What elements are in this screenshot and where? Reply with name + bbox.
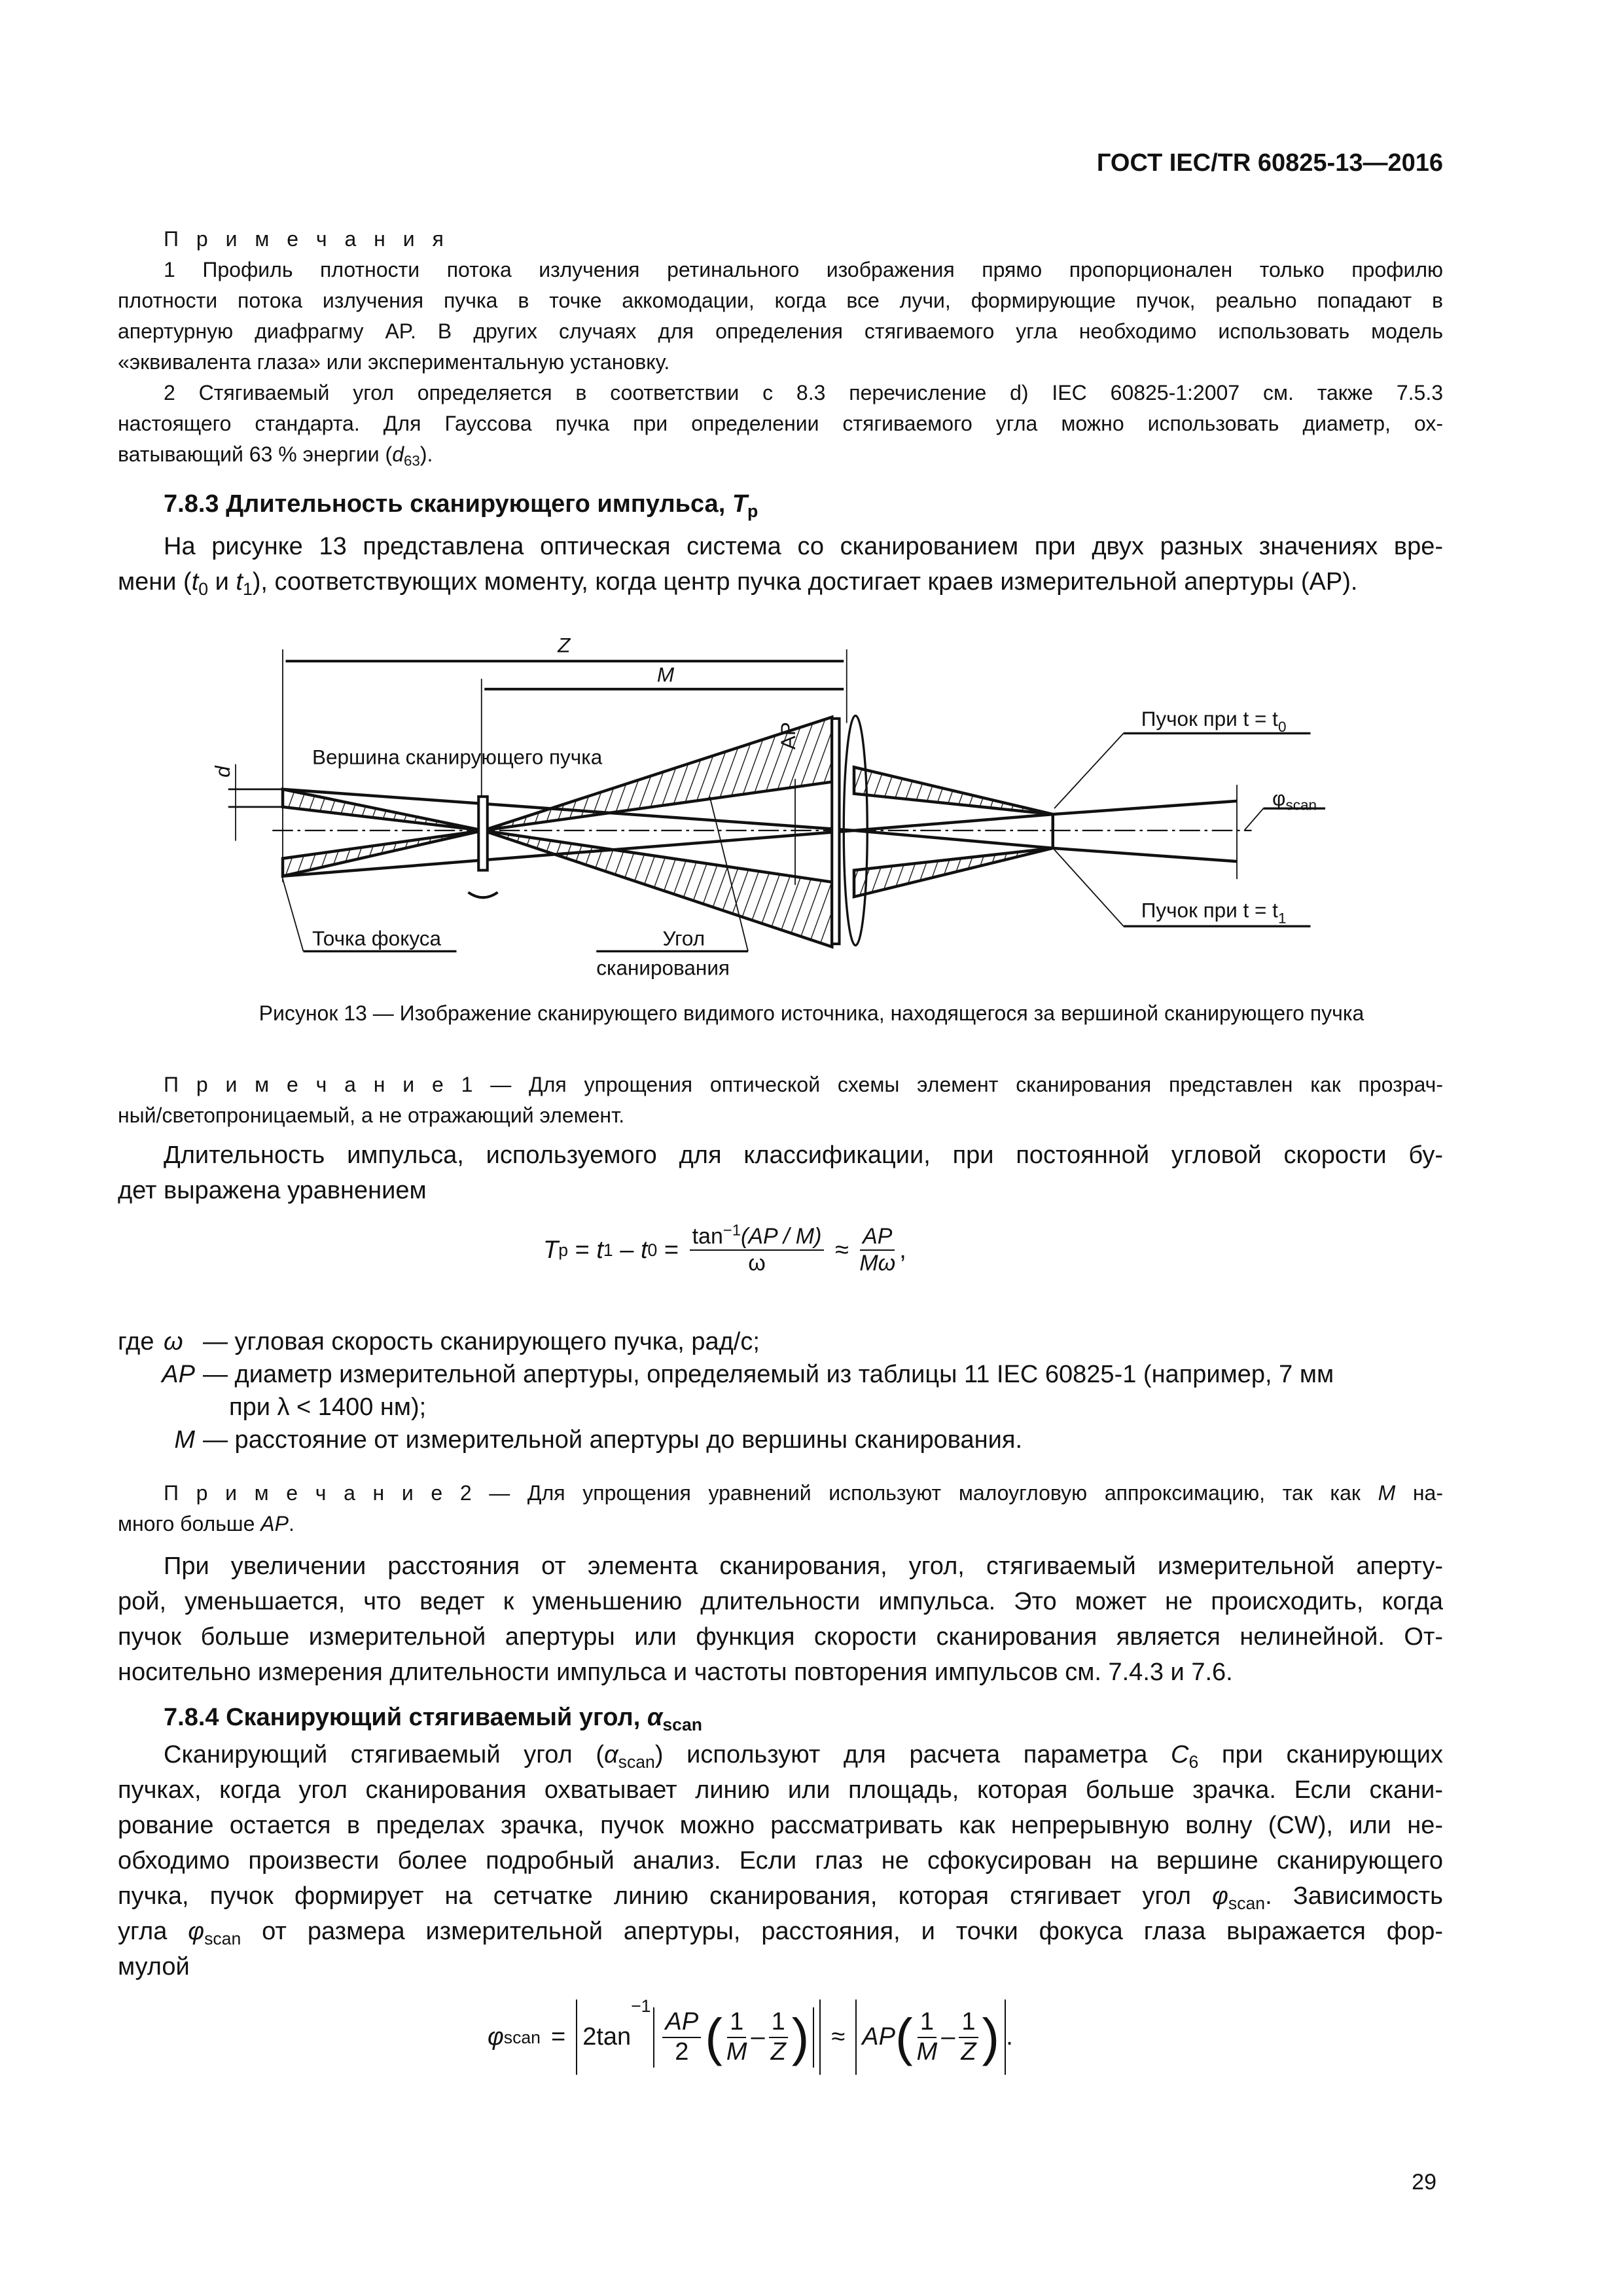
- text-segment: scan: [204, 1928, 241, 1948]
- text-line: [118, 1737, 1443, 1772]
- label-focus-point: Точка фокуса: [312, 926, 441, 950]
- text-segment: AP: [260, 1512, 289, 1535]
- text-segment: апертурную диафрагму AP. В других случаях для определения стягиваемого угла необходимо использовать модель: [118, 319, 1443, 343]
- section-heading: [118, 1698, 1443, 1737]
- label-scan-apex: Вершина сканирующего пучка: [312, 745, 603, 769]
- text-segment: дет выражена уравнением: [118, 1177, 427, 1204]
- note-1: [118, 1069, 1443, 1131]
- text-segment: мулой: [118, 1953, 190, 1981]
- text-line: [118, 378, 1443, 408]
- text-segment: t: [236, 568, 243, 596]
- text-segment: d: [392, 442, 404, 466]
- text-segment: пучка, пучок формирует на сетчатке линию сканирования, которая стягивает угол: [118, 1882, 1213, 1910]
- text-segment: Сканирующий стягиваемый угол (: [164, 1741, 604, 1768]
- text-segment: α: [647, 1704, 663, 1731]
- aperture-stop: [832, 719, 839, 944]
- text-line: [118, 1914, 1443, 1949]
- text-segment: пучках, когда угол сканирования охватывает линию или площадь, которая больше зрачка. Если скани-: [118, 1776, 1443, 1804]
- text-segment: носительно измерения длительности импульса и частоты повторения импульсов см. 7.4.3 и 7.6.: [118, 1659, 1233, 1686]
- text-line: [118, 1173, 1443, 1208]
- text-segment: 6: [1188, 1751, 1199, 1772]
- text-line: [118, 1138, 1443, 1173]
- text-segment: плотности потока излучения пучка в точке аккомодации, когда все лучи, формирующие пучок, реально попадают в: [118, 289, 1443, 312]
- text-segment: φ: [188, 1918, 205, 1945]
- text-line: [118, 1478, 1443, 1509]
- text-segment: 63: [403, 452, 420, 469]
- paragraph-pulse-duration: [118, 1138, 1443, 1208]
- figure-13-diagram: [211, 627, 1325, 988]
- label-phi-scan: $\varphi_{scan}$: [1272, 786, 1317, 814]
- text-segment: мени (: [118, 568, 192, 596]
- text-segment: 7.8.4 Сканирующий стягиваемый угол,: [164, 1704, 647, 1731]
- notes-title: П р и м е ч а н и я: [164, 227, 450, 251]
- text-segment: C: [1171, 1741, 1189, 1768]
- text-segment: обходимо произвести более подробный анализ. Если глаз не сфокусирован на вершине сканирующего: [118, 1847, 1443, 1874]
- text-segment: рование остается в пределах зрачка, пучок можно рассматривать как непрерывную волну (CW), или не-: [118, 1812, 1443, 1839]
- section-7-8-3: [118, 484, 1443, 600]
- label-m: M: [656, 662, 675, 687]
- text-segment: 7.8.3 Длительность сканирующего импульса,: [164, 490, 732, 518]
- text-line: [118, 1619, 1443, 1655]
- label-angle: Угол: [662, 926, 705, 950]
- intro-paragraph: [118, 529, 1443, 600]
- text-line: [118, 255, 1443, 285]
- label-beam-t1: Пучок при $t = t_1$: [1141, 898, 1287, 927]
- rotation-arrow-icon: [469, 892, 498, 897]
- text-segment: ) используют для расчета параметра: [654, 1741, 1171, 1768]
- text-segment: При увеличении расстояния от элемента сканирования, угол, стягиваемый измерительной аперту-: [164, 1552, 1443, 1580]
- text-segment: ный/светопроницаемый, а не отражающий элемент.: [118, 1103, 625, 1127]
- text-line: [118, 439, 1443, 470]
- text-segment: ватывающий 63 % энергии (: [118, 442, 393, 466]
- text-line: [118, 1772, 1443, 1808]
- beam-t1-wedge: [483, 831, 832, 947]
- text-segment: от размера измерительной апертуры, расстояния, и точки фокуса глаза выражается фор-: [241, 1918, 1443, 1945]
- text-segment: 2 Стягиваемый угол определяется в соответствии с 8.3 перечисление d) IEC 60825-1:2007 см. также 7.5.3: [164, 381, 1443, 404]
- text-line: [118, 347, 1443, 378]
- text-segment: рой, уменьшается, что ведет к уменьшению длительности импульса. Это может не происходить, когда: [118, 1588, 1443, 1615]
- label-beam-t0: Пучок при $t = t_0$: [1141, 707, 1287, 736]
- text-segment: угла: [118, 1918, 188, 1945]
- text-segment: scan: [618, 1751, 655, 1772]
- text-segment: M: [1378, 1481, 1396, 1505]
- text-line: [118, 1878, 1443, 1914]
- label-d: d: [211, 766, 234, 778]
- text-segment: scan: [1228, 1893, 1266, 1913]
- text-segment: и: [208, 568, 236, 596]
- text-line: [118, 1069, 1443, 1100]
- text-segment: на-: [1395, 1481, 1444, 1505]
- notes-text: [118, 255, 1443, 470]
- text-line: [118, 1808, 1443, 1843]
- text-line: [118, 564, 1443, 600]
- notes-top: [118, 224, 1443, 470]
- section-heading: [118, 484, 1443, 524]
- text-segment: p: [747, 501, 758, 521]
- text-line: [118, 316, 1443, 347]
- label-z: Z: [558, 633, 571, 657]
- text-line: [118, 408, 1443, 439]
- text-segment: 1 Профиль плотности потока излучения ретинального изображения прямо пропорционален только профилю: [164, 258, 1443, 281]
- figure-caption: Рисунок 13 — Изображение сканирующего видимого источника, находящегося за вершиной сканирующего пучка: [259, 1001, 1364, 1025]
- text-segment: настоящего стандарта. Для Гауссова пучка при определении стягиваемого угла можно использовать диаметр, ох-: [118, 412, 1443, 435]
- formula-phi-scan: φ scan = 2tan −1 $\frac{AP}{2}$ ( $\frac{1}{M}$ – $\frac{1}{Z}$ ) ≈ AP ( $\frac{1}{M}$ – $\frac{1}{Z}$ ) .: [488, 2000, 1013, 2075]
- text-segment: П р и м е ч а н и е 1 — Для упрощения оптической схемы элемент сканирования представлен как прозрач-: [164, 1073, 1443, 1096]
- text-segment: T: [732, 490, 748, 518]
- text-line: [118, 285, 1443, 316]
- paragraph-distance: [118, 1549, 1443, 1690]
- text-segment: На рисунке 13 представлена оптическая система со сканированием при двух разных значениях вре-: [164, 533, 1443, 560]
- text-segment: ).: [419, 442, 433, 466]
- label-scanning: сканирования: [596, 956, 730, 980]
- text-segment: ), соответствующих моменту, когда центр пучка достигает краев измерительной апертуры (AP).: [252, 568, 1358, 596]
- text-segment: пучок больше измерительной апертуры или функция скорости сканирования является нелинейной. От-: [118, 1623, 1443, 1651]
- text-segment: при сканирующих: [1198, 1741, 1443, 1768]
- text-segment: α: [604, 1741, 618, 1768]
- formula-pulse-duration: T p = t 1 – t 0 = $\frac{\tan^{-1}(AP / M)}{\omega}$ ≈ $\frac{AP}{M\omega}$ ,: [543, 1221, 906, 1276]
- text-segment: φ: [1212, 1882, 1228, 1910]
- text-line: [118, 1655, 1443, 1690]
- text-segment: 0: [198, 579, 209, 599]
- text-segment: . Зависимость: [1265, 1882, 1443, 1910]
- text-line: [118, 1509, 1443, 1539]
- note-2: [118, 1478, 1443, 1539]
- text-segment: scan: [662, 1714, 703, 1734]
- text-segment: .: [288, 1512, 294, 1535]
- text-segment: П р и м е ч а н и е 2 — Для упрощения уравнений используют малоугловую аппроксимацию, так как: [164, 1481, 1378, 1505]
- text-line: [118, 1100, 1443, 1131]
- text-segment: t: [191, 568, 199, 596]
- text-line: [118, 1843, 1443, 1878]
- scan-angle-paragraph: [118, 1737, 1443, 1984]
- text-line: [118, 1584, 1443, 1619]
- text-line: [118, 529, 1443, 564]
- label-ap: AP: [776, 722, 800, 750]
- text-line: [118, 1949, 1443, 1984]
- scanning-mirror: [478, 797, 488, 870]
- section-7-8-4: [118, 1698, 1443, 1984]
- document-code-header: ГОСТ IEC/TR 60825-13—2016: [1096, 149, 1443, 177]
- text-line: [118, 1549, 1443, 1584]
- text-segment: 1: [242, 579, 253, 599]
- text-segment: «эквивалента глаза» или экспериментальную установку.: [118, 350, 670, 374]
- text-segment: Длительность импульса, используемого для классификации, при постоянной угловой скорости бу-: [164, 1141, 1443, 1169]
- text-segment: много больше: [118, 1512, 261, 1535]
- page-number: 29: [1412, 2170, 1436, 2195]
- symbol-definitions: где ω — угловая скорость сканирующего пучка, рад/с; AP — диаметр измерительной апертуры, определяемый из таблицы 11 IEC 60825-1 (например, 7 мм при λ < 1400 нм); M — расстояние от измерительной апертуры до вершины сканирования.: [118, 1328, 1334, 1454]
